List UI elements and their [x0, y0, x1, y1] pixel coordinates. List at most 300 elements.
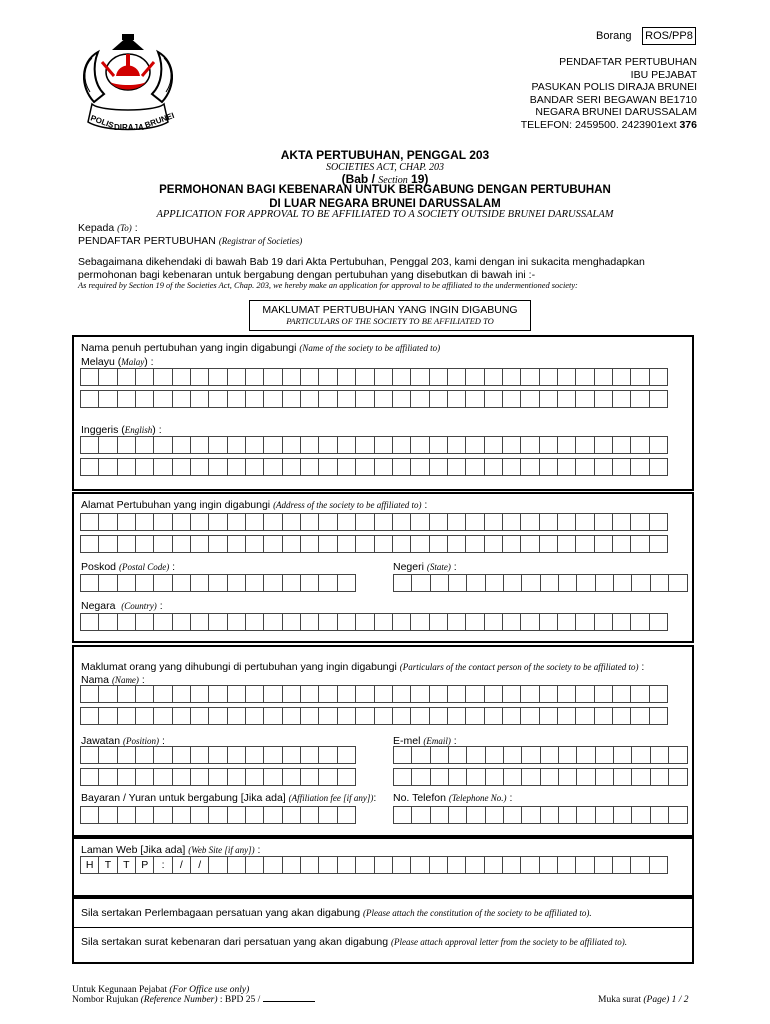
char-box[interactable]: [355, 856, 374, 874]
char-box[interactable]: [465, 368, 484, 386]
char-box[interactable]: [208, 535, 227, 553]
char-box[interactable]: [521, 768, 540, 786]
char-box[interactable]: [374, 368, 393, 386]
char-box[interactable]: [612, 535, 631, 553]
char-box[interactable]: [392, 436, 411, 454]
char-box[interactable]: [153, 513, 172, 531]
char-box[interactable]: [300, 768, 319, 786]
char-box[interactable]: [465, 685, 484, 703]
country-field[interactable]: [80, 613, 667, 631]
char-box[interactable]: [355, 436, 374, 454]
char-box[interactable]: [172, 746, 191, 764]
char-box[interactable]: [393, 768, 412, 786]
char-box[interactable]: [485, 806, 504, 824]
char-box[interactable]: [98, 746, 117, 764]
char-box[interactable]: [466, 746, 485, 764]
char-box[interactable]: [190, 746, 209, 764]
char-box[interactable]: [485, 574, 504, 592]
char-box[interactable]: [594, 535, 613, 553]
char-box[interactable]: [484, 513, 503, 531]
char-box[interactable]: [80, 513, 99, 531]
char-box[interactable]: [392, 535, 411, 553]
char-box[interactable]: [374, 513, 393, 531]
char-box[interactable]: [98, 458, 117, 476]
char-box[interactable]: [208, 768, 227, 786]
char-box[interactable]: [411, 574, 430, 592]
char-box[interactable]: [502, 436, 521, 454]
char-box[interactable]: [430, 746, 449, 764]
char-box[interactable]: [595, 768, 614, 786]
char-box[interactable]: [135, 685, 154, 703]
char-box[interactable]: [98, 390, 117, 408]
char-box[interactable]: [153, 390, 172, 408]
char-box[interactable]: [282, 458, 301, 476]
char-box[interactable]: [245, 768, 264, 786]
char-box[interactable]: [318, 768, 337, 786]
char-box[interactable]: [245, 856, 264, 874]
char-box[interactable]: [392, 613, 411, 631]
char-box[interactable]: [80, 458, 99, 476]
char-box[interactable]: [318, 806, 337, 824]
char-box[interactable]: [374, 685, 393, 703]
char-box[interactable]: [337, 746, 356, 764]
char-box[interactable]: [98, 535, 117, 553]
char-box[interactable]: [520, 535, 539, 553]
char-box[interactable]: [575, 458, 594, 476]
char-box[interactable]: [117, 613, 136, 631]
char-box[interactable]: [263, 685, 282, 703]
char-box[interactable]: [558, 806, 577, 824]
char-box[interactable]: [282, 768, 301, 786]
char-box[interactable]: [612, 707, 631, 725]
char-box[interactable]: [540, 768, 559, 786]
char-box[interactable]: [392, 390, 411, 408]
char-box[interactable]: [135, 390, 154, 408]
char-box[interactable]: [502, 368, 521, 386]
char-box[interactable]: [575, 390, 594, 408]
char-box[interactable]: [631, 768, 650, 786]
char-box[interactable]: [630, 707, 649, 725]
char-box[interactable]: [300, 613, 319, 631]
char-box[interactable]: [465, 458, 484, 476]
char-box[interactable]: [576, 806, 595, 824]
char-box[interactable]: [300, 436, 319, 454]
char-box[interactable]: [649, 436, 668, 454]
char-box[interactable]: [374, 390, 393, 408]
char-box[interactable]: [374, 436, 393, 454]
char-box[interactable]: [521, 574, 540, 592]
char-box[interactable]: [227, 768, 246, 786]
char-box[interactable]: [153, 746, 172, 764]
char-box[interactable]: [374, 856, 393, 874]
char-box[interactable]: [153, 768, 172, 786]
char-box[interactable]: [392, 368, 411, 386]
char-box[interactable]: [245, 368, 264, 386]
char-box[interactable]: [521, 806, 540, 824]
char-box[interactable]: [429, 535, 448, 553]
char-box[interactable]: [153, 685, 172, 703]
char-box[interactable]: [502, 513, 521, 531]
postal-code-field[interactable]: [80, 574, 355, 592]
char-box[interactable]: [300, 707, 319, 725]
char-box[interactable]: [135, 746, 154, 764]
char-box[interactable]: [227, 746, 246, 764]
char-box[interactable]: [557, 390, 576, 408]
char-box[interactable]: [429, 390, 448, 408]
char-box[interactable]: [318, 390, 337, 408]
char-box[interactable]: [502, 856, 521, 874]
char-box[interactable]: [117, 513, 136, 531]
char-box[interactable]: [318, 707, 337, 725]
char-box[interactable]: [172, 390, 191, 408]
char-box[interactable]: [429, 368, 448, 386]
char-box[interactable]: [447, 390, 466, 408]
char-box[interactable]: [80, 390, 99, 408]
char-box[interactable]: [410, 436, 429, 454]
char-box[interactable]: [410, 613, 429, 631]
char-box[interactable]: [447, 513, 466, 531]
char-box[interactable]: T: [117, 856, 136, 874]
char-box[interactable]: [172, 436, 191, 454]
char-box[interactable]: [484, 613, 503, 631]
char-box[interactable]: [374, 707, 393, 725]
char-box[interactable]: [539, 856, 558, 874]
char-box[interactable]: [410, 856, 429, 874]
char-box[interactable]: [318, 574, 337, 592]
char-box[interactable]: [668, 768, 687, 786]
char-box[interactable]: [135, 806, 154, 824]
char-box[interactable]: [172, 707, 191, 725]
char-box[interactable]: [80, 707, 99, 725]
char-box[interactable]: [466, 574, 485, 592]
char-box[interactable]: [80, 436, 99, 454]
char-box[interactable]: [208, 806, 227, 824]
char-box[interactable]: [430, 806, 449, 824]
char-box[interactable]: [208, 368, 227, 386]
char-box[interactable]: [650, 574, 669, 592]
char-box[interactable]: [448, 768, 467, 786]
char-box[interactable]: [502, 390, 521, 408]
char-box[interactable]: [649, 368, 668, 386]
char-box[interactable]: [172, 368, 191, 386]
char-box[interactable]: [502, 707, 521, 725]
char-box[interactable]: [153, 436, 172, 454]
char-box[interactable]: :: [153, 856, 172, 874]
char-box[interactable]: [117, 368, 136, 386]
char-box[interactable]: [80, 685, 99, 703]
char-box[interactable]: [318, 685, 337, 703]
char-box[interactable]: [539, 368, 558, 386]
char-box[interactable]: [557, 458, 576, 476]
char-box[interactable]: [410, 390, 429, 408]
char-box[interactable]: [575, 436, 594, 454]
char-box[interactable]: [612, 685, 631, 703]
char-box[interactable]: [649, 856, 668, 874]
char-box[interactable]: [595, 746, 614, 764]
char-box[interactable]: [337, 707, 356, 725]
char-box[interactable]: [318, 458, 337, 476]
char-box[interactable]: [208, 574, 227, 592]
char-box[interactable]: [649, 707, 668, 725]
char-box[interactable]: [80, 535, 99, 553]
char-box[interactable]: [355, 535, 374, 553]
char-box[interactable]: [575, 856, 594, 874]
char-box[interactable]: [227, 806, 246, 824]
char-box[interactable]: [447, 613, 466, 631]
char-box[interactable]: [208, 685, 227, 703]
char-box[interactable]: [630, 390, 649, 408]
char-box[interactable]: [337, 768, 356, 786]
char-box[interactable]: [557, 535, 576, 553]
char-box[interactable]: [503, 806, 522, 824]
char-box[interactable]: [263, 746, 282, 764]
char-box[interactable]: [612, 390, 631, 408]
char-box[interactable]: [135, 768, 154, 786]
char-box[interactable]: [263, 390, 282, 408]
char-box[interactable]: P: [135, 856, 154, 874]
char-box[interactable]: [227, 458, 246, 476]
char-box[interactable]: [650, 746, 669, 764]
char-box[interactable]: [557, 368, 576, 386]
char-box[interactable]: [282, 390, 301, 408]
char-box[interactable]: [502, 535, 521, 553]
char-box[interactable]: [245, 535, 264, 553]
char-box[interactable]: [318, 436, 337, 454]
char-box[interactable]: [429, 856, 448, 874]
char-box[interactable]: [135, 368, 154, 386]
char-box[interactable]: [447, 685, 466, 703]
char-box[interactable]: [612, 436, 631, 454]
char-box[interactable]: [135, 707, 154, 725]
char-box[interactable]: [355, 368, 374, 386]
char-box[interactable]: [410, 707, 429, 725]
char-box[interactable]: [630, 856, 649, 874]
char-box[interactable]: [190, 685, 209, 703]
char-box[interactable]: [227, 535, 246, 553]
char-box[interactable]: [153, 535, 172, 553]
char-box[interactable]: [355, 513, 374, 531]
char-box[interactable]: [263, 574, 282, 592]
char-box[interactable]: [117, 390, 136, 408]
char-box[interactable]: [98, 613, 117, 631]
char-box[interactable]: [613, 574, 632, 592]
char-box[interactable]: [190, 806, 209, 824]
char-box[interactable]: [447, 856, 466, 874]
char-box[interactable]: [300, 856, 319, 874]
char-box[interactable]: [282, 535, 301, 553]
char-box[interactable]: [374, 535, 393, 553]
char-box[interactable]: [520, 390, 539, 408]
char-box[interactable]: [557, 707, 576, 725]
char-box[interactable]: [393, 806, 412, 824]
affiliation-fee-field[interactable]: [80, 806, 355, 824]
char-box[interactable]: [190, 436, 209, 454]
char-box[interactable]: [300, 685, 319, 703]
char-box[interactable]: [80, 746, 99, 764]
char-box[interactable]: [649, 613, 668, 631]
char-box[interactable]: [245, 746, 264, 764]
char-box[interactable]: [135, 574, 154, 592]
char-box[interactable]: [245, 458, 264, 476]
char-box[interactable]: [227, 613, 246, 631]
char-box[interactable]: [172, 613, 191, 631]
char-box[interactable]: [557, 436, 576, 454]
address-row-2[interactable]: [80, 535, 667, 553]
char-box[interactable]: [117, 574, 136, 592]
char-box[interactable]: [135, 436, 154, 454]
char-box[interactable]: [558, 574, 577, 592]
char-box[interactable]: [190, 707, 209, 725]
char-box[interactable]: [355, 707, 374, 725]
char-box[interactable]: [208, 856, 227, 874]
char-box[interactable]: [668, 574, 687, 592]
char-box[interactable]: [539, 458, 558, 476]
char-box[interactable]: [465, 535, 484, 553]
char-box[interactable]: [668, 746, 687, 764]
char-box[interactable]: [282, 685, 301, 703]
char-box[interactable]: [447, 458, 466, 476]
char-box[interactable]: [668, 806, 687, 824]
char-box[interactable]: [448, 574, 467, 592]
char-box[interactable]: [448, 746, 467, 764]
char-box[interactable]: [594, 368, 613, 386]
char-box[interactable]: [557, 613, 576, 631]
char-box[interactable]: [374, 613, 393, 631]
email-row-2[interactable]: [393, 768, 687, 786]
char-box[interactable]: [410, 535, 429, 553]
char-box[interactable]: [153, 613, 172, 631]
char-box[interactable]: [393, 574, 412, 592]
telephone-field[interactable]: [393, 806, 687, 824]
char-box[interactable]: [337, 574, 356, 592]
char-box[interactable]: [465, 513, 484, 531]
char-box[interactable]: [465, 707, 484, 725]
char-box[interactable]: [80, 806, 99, 824]
char-box[interactable]: [484, 685, 503, 703]
char-box[interactable]: [337, 513, 356, 531]
char-box[interactable]: [227, 707, 246, 725]
char-box[interactable]: [503, 574, 522, 592]
char-box[interactable]: [355, 458, 374, 476]
char-box[interactable]: [650, 806, 669, 824]
char-box[interactable]: [485, 746, 504, 764]
char-box[interactable]: [575, 535, 594, 553]
char-box[interactable]: [135, 513, 154, 531]
char-box[interactable]: [612, 458, 631, 476]
char-box[interactable]: [576, 746, 595, 764]
char-box[interactable]: [208, 707, 227, 725]
char-box[interactable]: [649, 685, 668, 703]
char-box[interactable]: [594, 707, 613, 725]
char-box[interactable]: [172, 574, 191, 592]
char-box[interactable]: [429, 685, 448, 703]
char-box[interactable]: [630, 613, 649, 631]
char-box[interactable]: [208, 746, 227, 764]
char-box[interactable]: [263, 513, 282, 531]
char-box[interactable]: [153, 458, 172, 476]
char-box[interactable]: [300, 806, 319, 824]
char-box[interactable]: [447, 368, 466, 386]
char-box[interactable]: H: [80, 856, 99, 874]
contact-name-row-1[interactable]: [80, 685, 667, 703]
char-box[interactable]: [172, 513, 191, 531]
char-box[interactable]: [539, 613, 558, 631]
char-box[interactable]: [594, 436, 613, 454]
char-box[interactable]: [594, 458, 613, 476]
char-box[interactable]: [355, 685, 374, 703]
char-box[interactable]: [613, 746, 632, 764]
char-box[interactable]: [190, 513, 209, 531]
char-box[interactable]: [540, 746, 559, 764]
char-box[interactable]: [263, 613, 282, 631]
char-box[interactable]: [337, 390, 356, 408]
char-box[interactable]: [355, 390, 374, 408]
position-row-1[interactable]: [80, 746, 355, 764]
char-box[interactable]: [576, 768, 595, 786]
char-box[interactable]: [594, 613, 613, 631]
char-box[interactable]: [263, 707, 282, 725]
char-box[interactable]: [227, 513, 246, 531]
char-box[interactable]: [466, 806, 485, 824]
char-box[interactable]: [429, 436, 448, 454]
char-box[interactable]: [318, 613, 337, 631]
char-box[interactable]: [650, 768, 669, 786]
char-box[interactable]: [337, 368, 356, 386]
char-box[interactable]: [595, 574, 614, 592]
char-box[interactable]: [392, 707, 411, 725]
char-box[interactable]: [575, 707, 594, 725]
char-box[interactable]: [98, 685, 117, 703]
char-box[interactable]: [484, 707, 503, 725]
char-box[interactable]: [575, 685, 594, 703]
char-box[interactable]: [539, 685, 558, 703]
char-box[interactable]: [392, 685, 411, 703]
char-box[interactable]: [392, 513, 411, 531]
char-box[interactable]: [502, 613, 521, 631]
char-box[interactable]: [557, 685, 576, 703]
char-box[interactable]: [153, 707, 172, 725]
char-box[interactable]: [135, 613, 154, 631]
char-box[interactable]: [282, 513, 301, 531]
char-box[interactable]: [245, 390, 264, 408]
char-box[interactable]: [282, 368, 301, 386]
char-box[interactable]: [172, 806, 191, 824]
char-box[interactable]: [355, 613, 374, 631]
position-row-2[interactable]: [80, 768, 355, 786]
char-box[interactable]: [282, 574, 301, 592]
char-box[interactable]: [98, 513, 117, 531]
char-box[interactable]: [98, 574, 117, 592]
char-box[interactable]: [98, 707, 117, 725]
char-box[interactable]: [447, 535, 466, 553]
char-box[interactable]: [502, 458, 521, 476]
char-box[interactable]: [117, 746, 136, 764]
char-box[interactable]: [392, 458, 411, 476]
char-box[interactable]: [172, 685, 191, 703]
char-box[interactable]: [263, 436, 282, 454]
state-field[interactable]: [393, 574, 687, 592]
char-box[interactable]: [300, 535, 319, 553]
english-name-row-1[interactable]: [80, 436, 667, 454]
char-box[interactable]: [153, 574, 172, 592]
char-box[interactable]: [245, 436, 264, 454]
char-box[interactable]: [227, 574, 246, 592]
char-box[interactable]: [282, 856, 301, 874]
char-box[interactable]: [263, 368, 282, 386]
char-box[interactable]: [98, 806, 117, 824]
address-row-1[interactable]: [80, 513, 667, 531]
char-box[interactable]: [318, 535, 337, 553]
